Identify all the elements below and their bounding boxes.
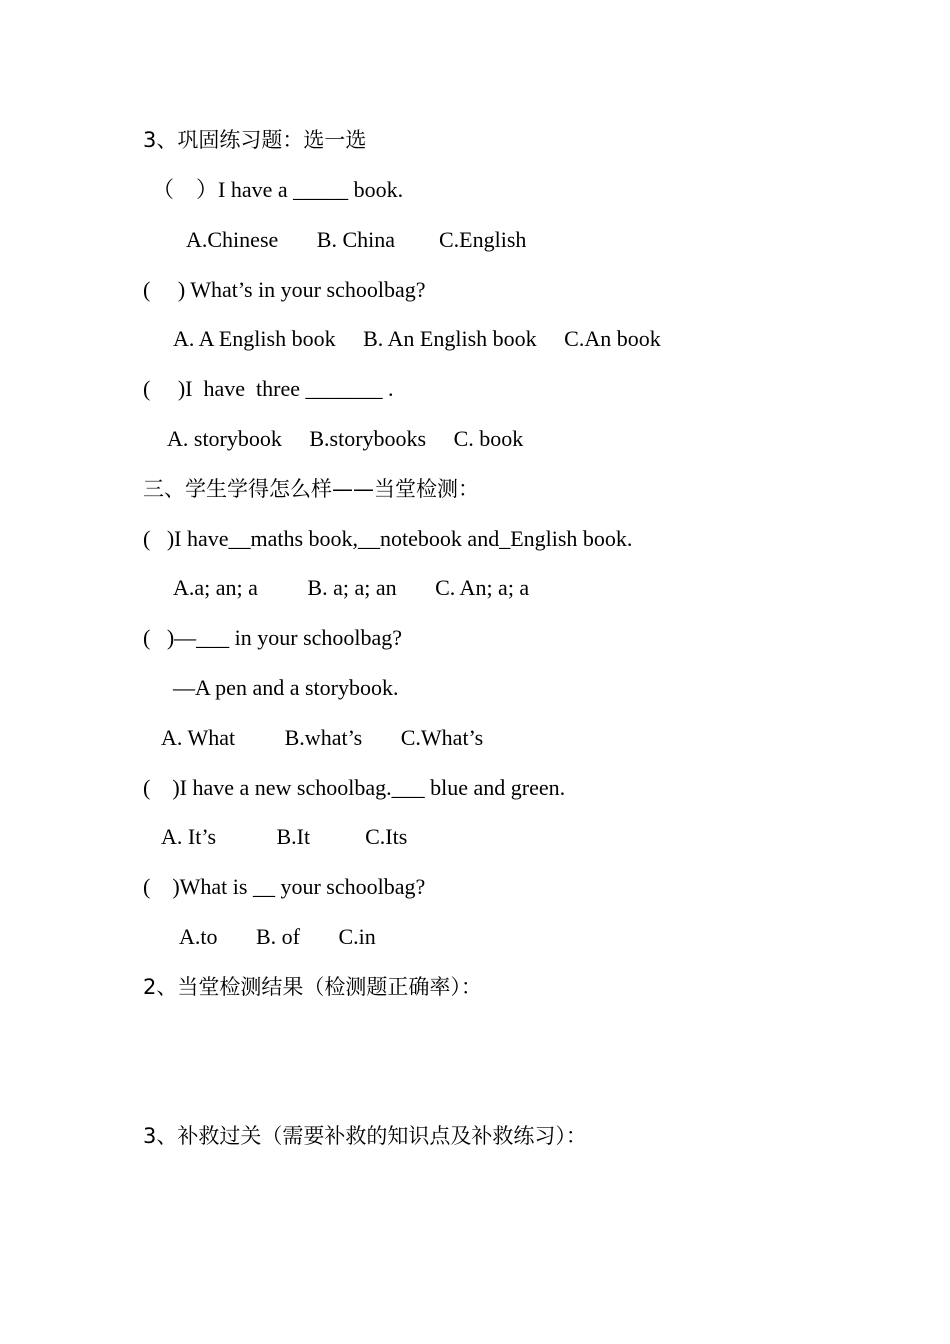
answer-options: A. What B.what’s C.What’s [161,725,484,750]
section-title-result: 2、当堂检测结果（检测题正确率）： [143,975,482,999]
section-title-consolidation: 3、巩固练习题：选一选 [143,128,367,152]
answer-options: A. A English book B. An English book C.An book [173,326,661,351]
answer-options: A. It’s B.It C.Its [161,824,408,849]
question-stem: ( )I have a new schoolbag.___ blue and green. [143,775,566,800]
question-stem: ( )I have__maths book,__notebook and_English book. [143,526,633,551]
question-stem: ( )What is __ your schoolbag? [143,874,426,899]
question-stem: （ ）I have a _____ book. [152,177,404,202]
answer-options: A.a; an; a B. a; a; an C. An; a; a [173,575,530,600]
dialogue-answer: —A pen and a storybook. [173,675,399,700]
question-stem: ( )I have three _______ . [143,376,394,401]
answer-options: A.Chinese B. China C.English [186,227,527,252]
section-title-remedy: 3、补救过关（需要补救的知识点及补救练习）： [143,1124,587,1148]
answer-options: A.to B. of C.in [179,924,376,949]
section-title-assessment: 三、学生学得怎么样——当堂检测： [143,477,479,501]
question-stem: ( ) What’s in your schoolbag? [143,277,426,302]
question-stem: ( )—___ in your schoolbag? [143,625,403,650]
answer-options: A. storybook B.storybooks C. book [167,426,524,451]
